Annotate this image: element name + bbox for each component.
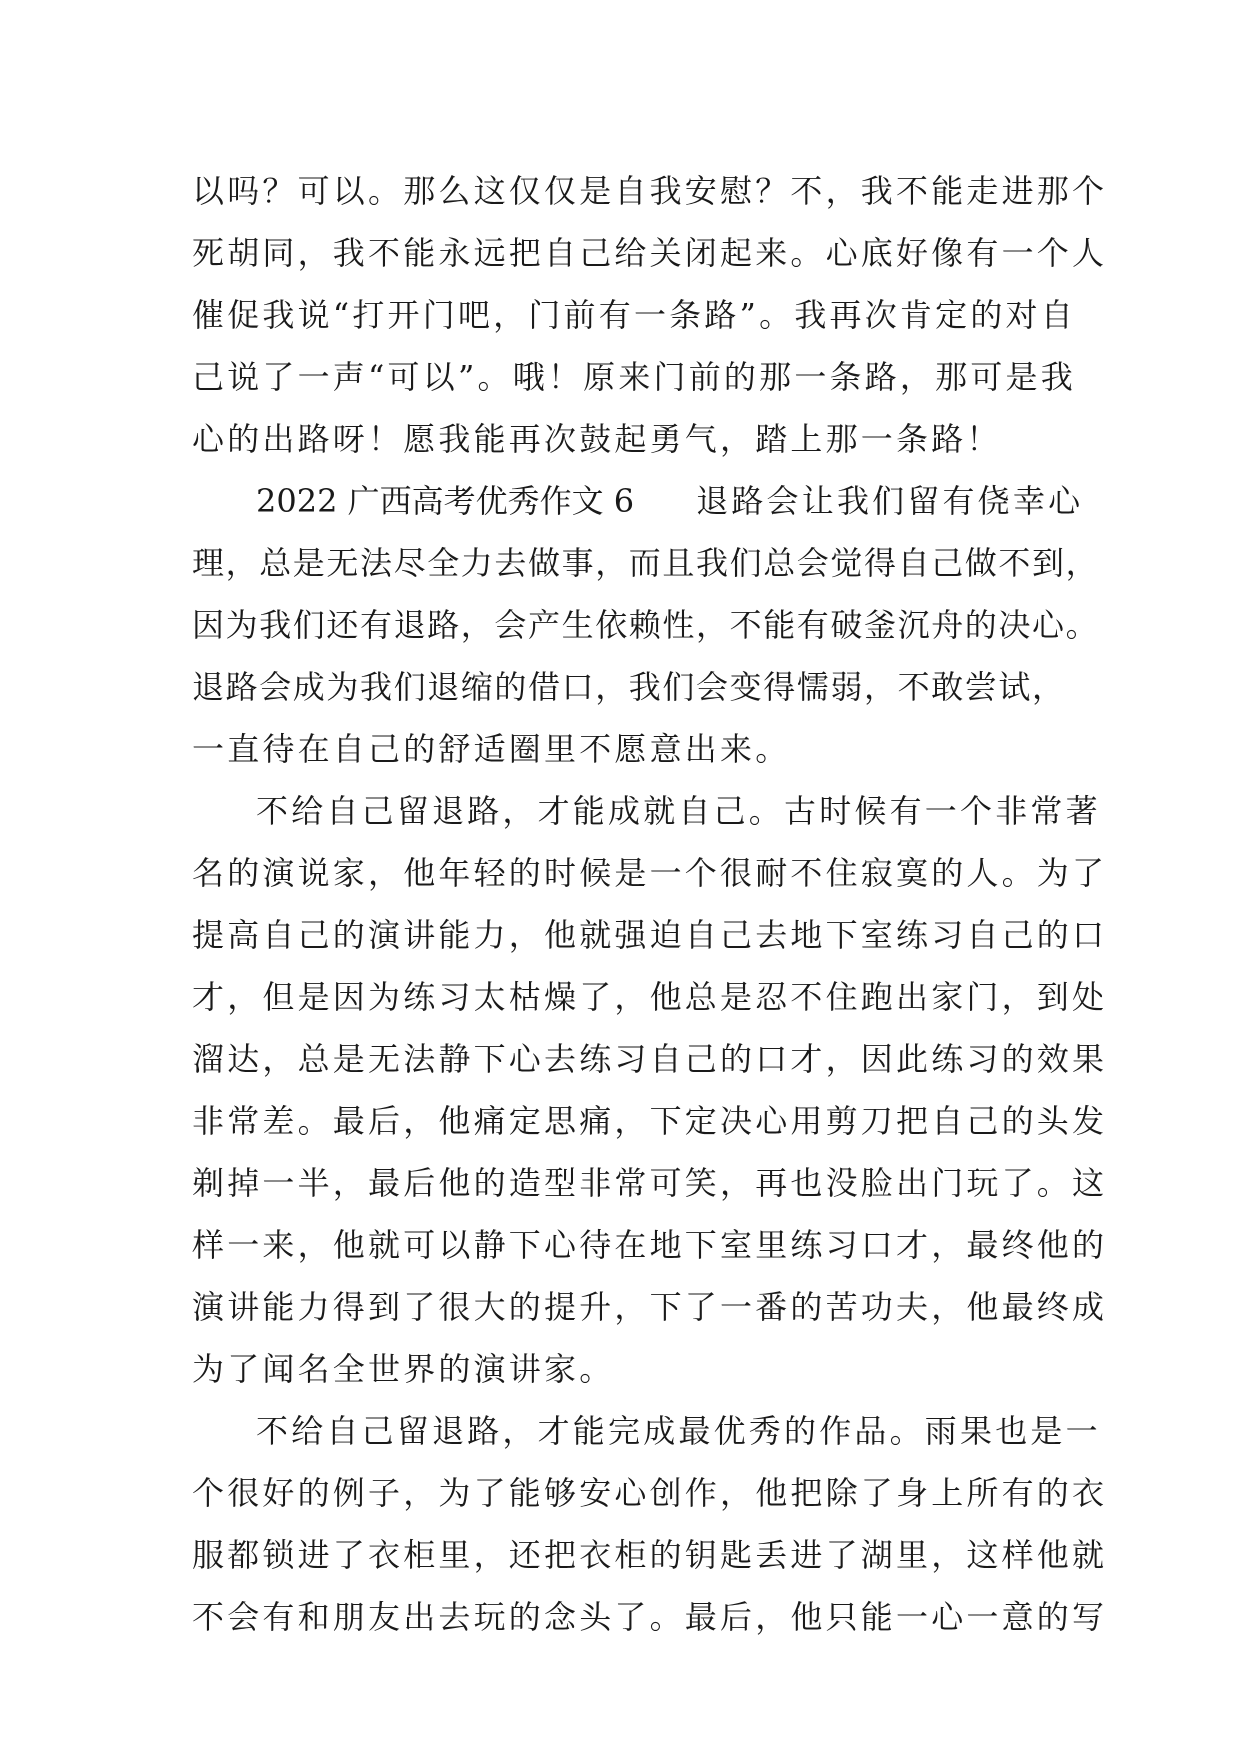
paragraph-continuation bbox=[192, 160, 1108, 470]
text-line: 名的演说家，他年轻的时候是一个很耐不住寂寞的人。为了 bbox=[192, 854, 1108, 892]
text-line: 不给自己留退路，才能成就自己。古时候有一个非常著 bbox=[256, 792, 1101, 830]
text-line: 死胡同，我不能永远把自己给关闭起来。心底好像有一个人 bbox=[192, 234, 1108, 272]
paragraph-orator-example bbox=[192, 780, 1108, 1400]
text-line: 提高自己的演讲能力，他就强迫自己去地下室练习自己的口 bbox=[192, 916, 1108, 954]
text-line: 服都锁进了衣柜里，还把衣柜的钥匙丢进了湖里，这样他就 bbox=[192, 1536, 1108, 1574]
text-line: 退路会成为我们退缩的借口，我们会变得懦弱，不敢尝试， bbox=[192, 668, 1066, 706]
text-line: 己说了一声“可以”。哦！原来门前的那一条路，那可是我 bbox=[192, 358, 1076, 396]
text-line: 样一来，他就可以静下心待在地下室里练习口才，最终他的 bbox=[192, 1226, 1108, 1264]
text-line: 非常差。最后，他痛定思痛，下定决心用剪刀把自己的头发 bbox=[192, 1102, 1108, 1140]
text-line: 理，总是无法尽全力去做事，而且我们总会觉得自己做不到， bbox=[192, 544, 1100, 582]
text-line: 才，但是因为练习太枯燥了，他总是忍不住跑出家门，到处 bbox=[192, 978, 1108, 1016]
text-line: 一直待在自己的舒适圈里不愿意出来。 bbox=[192, 730, 791, 768]
paragraph-hugo-example bbox=[192, 1400, 1108, 1648]
text-line: 不给自己留退路，才能完成最优秀的作品。雨果也是一 bbox=[256, 1412, 1101, 1450]
text-segment: 退路会让我们留有侥幸心 bbox=[696, 482, 1084, 520]
text-line: 溜达，总是无法静下心去练习自己的口才，因此练习的效果 bbox=[192, 1040, 1108, 1078]
text-line: 以吗？可以。那么这仅仅是自我安慰？不，我不能走进那个 bbox=[192, 172, 1108, 210]
text-line: 心的出路呀！愿我能再次鼓起勇气，踏上那一条路！ bbox=[192, 420, 1002, 458]
text-line: 演讲能力得到了很大的提升，下了一番的苦功夫，他最终成 bbox=[192, 1288, 1108, 1326]
essay-heading-line bbox=[192, 470, 1084, 532]
text-line: 因为我们还有退路，会产生依赖性，不能有破釜沉舟的决心。 bbox=[192, 606, 1100, 644]
paragraph-essay-6 bbox=[192, 470, 1100, 780]
text-line: 不会有和朋友出去玩的念头了。最后，他只能一心一意的写 bbox=[192, 1598, 1108, 1636]
text-line: 个很好的例子，为了能够安心创作，他把除了身上所有的衣 bbox=[192, 1474, 1108, 1512]
text-line: 催促我说“打开门吧，门前有一条路”。我再次肯定的对自 bbox=[192, 296, 1076, 334]
text-line: 为了闻名全世界的演讲家。 bbox=[192, 1350, 615, 1388]
text-line: 剃掉一半，最后他的造型非常可笑，再也没脸出门玩了。这 bbox=[192, 1164, 1108, 1202]
essay-heading: 2022 广西高考优秀作文 6 bbox=[256, 482, 635, 520]
document-body bbox=[192, 160, 1108, 1648]
